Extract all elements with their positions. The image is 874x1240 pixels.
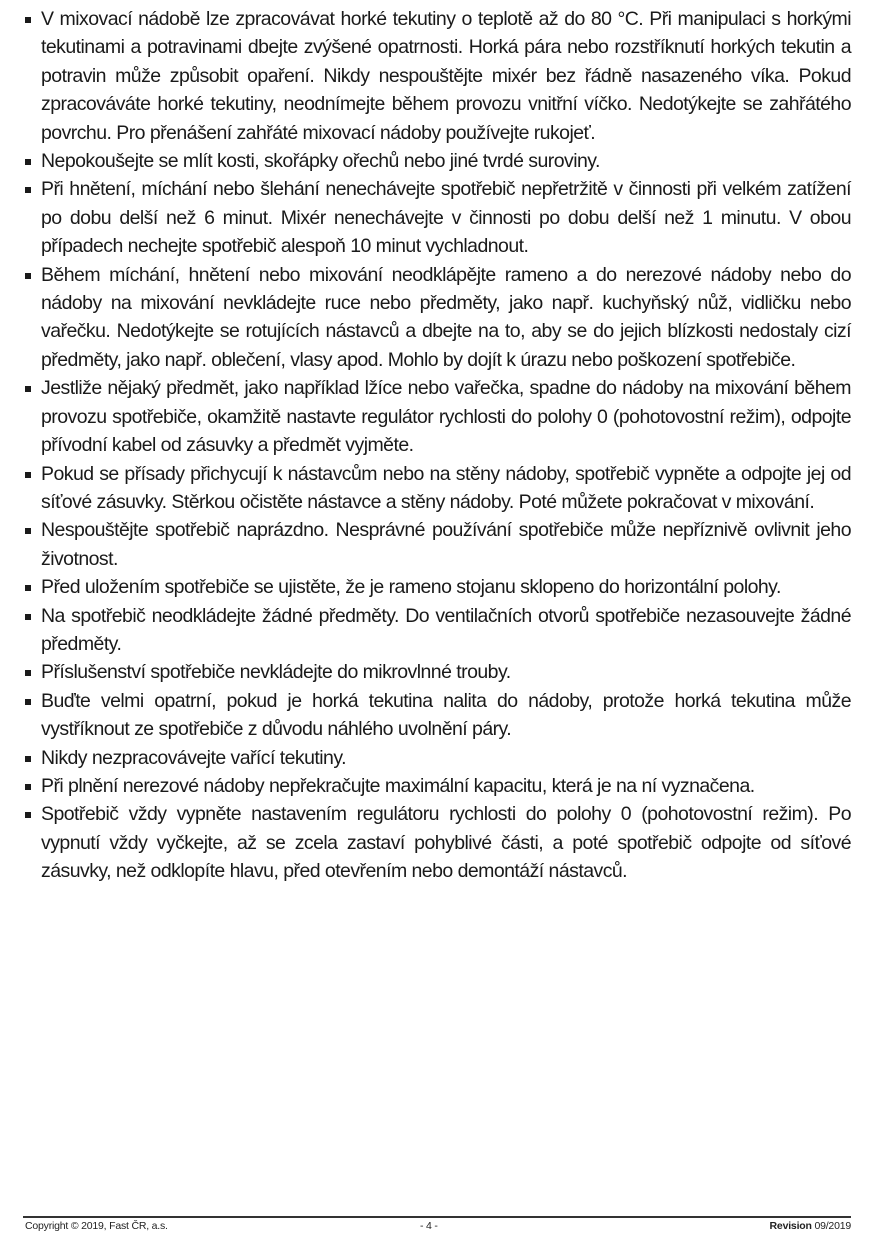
list-item (22, 374, 851, 459)
square-bullet-icon (25, 472, 31, 478)
list-item (22, 602, 851, 659)
footer-page-number: - 4 - (420, 1220, 438, 1232)
list-item-text: Během míchání, hnětení nebo mixování neodklápějte rameno a do nerezové nádoby nebo do nádoby na mixování nevkládejte ruce nebo předměty, jako např. kuchyňský nůž, vidličku nebo vařečku. Nedotýkejte se rotujících nástavců a dbejte na to, aby se do jejich blízkosti nedostaly cizí předměty, jako např. oblečení, vlasy apod. Mohlo by dojít k úrazu nebo poškození spotřebiče. (41, 263, 851, 371)
list-item-text: Buďte velmi opatrní, pokud je horká tekutina nalita do nádoby, protože horká tekutina může vystříknout ze spotřebiče z důvodu náhlého uvolnění páry. (41, 689, 851, 741)
list-item-text: Nepokoušejte se mlít kosti, skořápky ořechů nebo jiné tvrdé suroviny. (41, 150, 600, 173)
list-item (22, 744, 851, 772)
square-bullet-icon (25, 273, 31, 279)
footer-copyright: Copyright © 2019, Fast ČR, a.s. (25, 1220, 168, 1232)
list-item (22, 460, 851, 517)
list-item (22, 687, 851, 744)
list-item-text: Nikdy nezpracovávejte vařící tekutiny. (41, 746, 346, 769)
list-item (22, 516, 851, 573)
list-item (22, 772, 851, 800)
list-item (22, 658, 851, 686)
list-item (22, 573, 851, 601)
list-item (22, 800, 851, 885)
square-bullet-icon (25, 670, 31, 676)
list-item (22, 261, 851, 375)
list-item-text: Pokud se přísady přichycují k nástavcům nebo na stěny nádoby, spotřebič vypněte a odpojte jej od síťové zásuvky. Stěrkou očistěte nástavce a stěny nádoby. Poté můžete pokračovat v mixování. (41, 462, 851, 513)
revision-date: 09/2019 (814, 1220, 851, 1232)
square-bullet-icon (25, 386, 31, 392)
square-bullet-icon (25, 812, 31, 818)
list-item-text: Spotřebič vždy vypněte nastavením regulátoru rychlosti do polohy 0 (pohotovostní režim). Po vypnutí vždy vyčkejte, až se zcela zastaví pohyblivé části, a poté spotřebič odpojte od síťové zásuvky, než odklopíte hlavu, před otevřením nebo demontáží nástavců. (41, 803, 851, 883)
list-item-text: Jestliže nějaký předmět, jako například lžíce nebo vařečka, spadne do nádoby na mixování během provozu spotřebiče, okamžitě nastavte regulátor rychlosti do polohy 0 (pohotovostní režim), odpojte přívodní kabel od zásuvky a předmět vyjměte. (41, 377, 851, 457)
square-bullet-icon (25, 784, 31, 790)
revision-label: Revision (769, 1220, 812, 1232)
square-bullet-icon (25, 756, 31, 762)
square-bullet-icon (25, 699, 31, 705)
square-bullet-icon (25, 585, 31, 591)
safety-instructions-list (22, 5, 851, 886)
list-item-text: Příslušenství spotřebiče nevkládejte do mikrovlnné trouby. (41, 661, 511, 684)
list-item-text: V mixovací nádobě lze zpracovávat horké tekutiny o teplotě až do 80 °C. Při manipulaci s horkými tekutinami a potravinami dbejte zvýšené opatrnosti. Horká pára nebo rozstříknutí horkých tekutin a potravin může způsobit opaření. Nikdy nespouštějte mixér bez řádně nasazeného víka. Pokud zpracováváte horké tekutiny, neodnímejte během provozu vnitřní víčko. Nedotýkejte se zahřátého povrchu. Pro přenášení zahřáté mixovací nádoby používejte rukojeť. (41, 8, 851, 144)
square-bullet-icon (25, 187, 31, 193)
square-bullet-icon (25, 17, 31, 23)
square-bullet-icon (25, 528, 31, 534)
list-item (22, 175, 851, 260)
square-bullet-icon (25, 614, 31, 620)
footer-divider (23, 1216, 851, 1218)
list-item-text: Při plnění nerezové nádoby nepřekračujte maximální kapacitu, která je na ní vyznačena. (41, 774, 755, 797)
list-item-text: Na spotřebič neodkládejte žádné předměty. Do ventilačních otvorů spotřebiče nezasouvejte žádné předměty. (41, 604, 851, 655)
list-item (22, 5, 851, 147)
square-bullet-icon (25, 159, 31, 165)
list-item-text: Nespouštějte spotřebič naprázdno. Nesprávné používání spotřebiče může nepříznivě ovlivnit jeho životnost. (41, 519, 851, 570)
footer-revision (770, 1220, 851, 1232)
list-item-text: Při hnětení, míchání nebo šlehání nenechávejte spotřebič nepřetržitě v činnosti při velkém zatížení po dobu delší než 6 minut. Mixér nenechávejte v činnosti po dobu delší než 1 minutu. V obou případech nechejte spotřebič alespoň 10 minut vychladnout. (41, 178, 851, 258)
list-item-text: Před uložením spotřebiče se ujistěte, že je rameno stojanu sklopeno do horizontální polohy. (41, 576, 781, 599)
list-item (22, 147, 851, 175)
